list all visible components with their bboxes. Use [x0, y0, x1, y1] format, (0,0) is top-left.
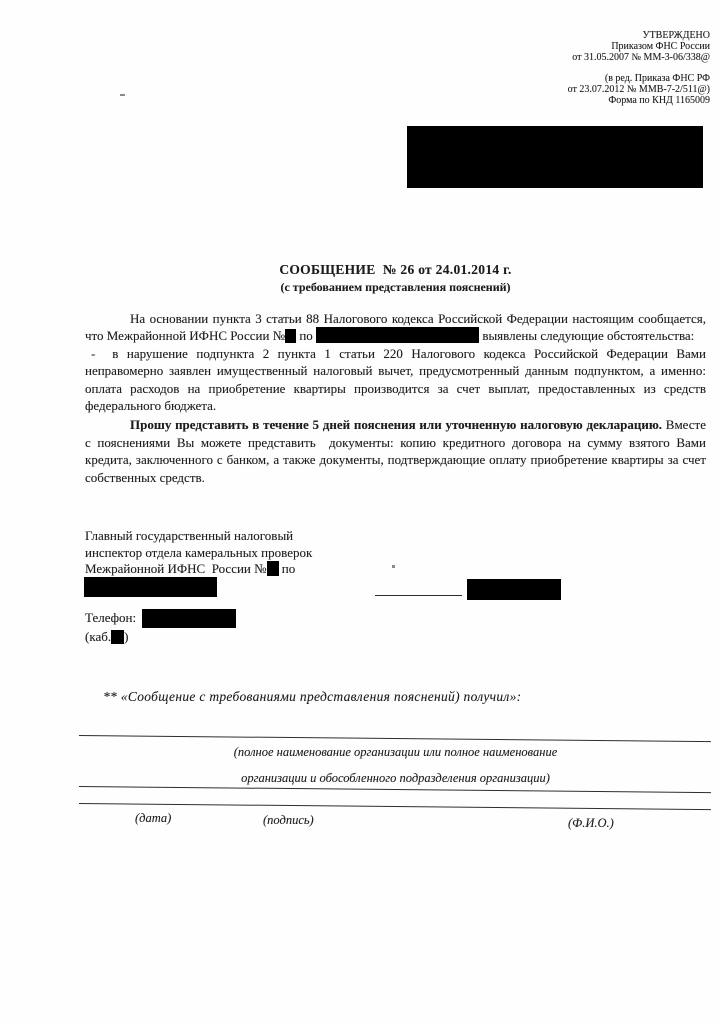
phone-row — [85, 609, 236, 628]
approval-header — [568, 30, 710, 106]
signature-block — [85, 528, 312, 578]
phone-label: Телефон: — [85, 610, 137, 625]
redaction-block-signer-name — [467, 579, 561, 600]
signer-position-line-1: Главный государственный налоговый — [85, 528, 294, 543]
approval-line: (в ред. Приказа ФНС РФ — [604, 73, 710, 84]
cabinet-label-end: ) — [124, 629, 129, 644]
signer-inspection-text: Межрайонной ИФНС России № — [85, 561, 267, 576]
organization-hint-line-2: организации и обособленного подразделения организации) — [241, 771, 550, 785]
signature-field-label: (подпись) — [263, 813, 314, 827]
p1-text-end: выявлены следующие обстоятельства: — [479, 328, 695, 344]
p1-text-start: На основании пункта 3 статьи 88 Налогового кодекса Российской Федерации настоящим сообщается, что Межрайонной ИФНС России № — [85, 311, 706, 344]
fill-in-line-organization-2 — [79, 786, 711, 793]
approval-line: Форма по КНД 1165009 — [608, 95, 710, 106]
p3-text-rest: Вместе с пояснениями Вы можете представить документы: копию кредитного договора на сумму взятого Вами кредита, заключенного с банком, а также документы, подтверждающие оплату приобретение квартиры за счет собственных средств. — [85, 417, 706, 485]
body-paragraph-2: - в нарушение подпункта 2 пункта 1 статьи 220 Налогового кодекса Российской Федерации Вами неправомерно заявлен имущественный налоговый вычет, предусмотренный данным подпунктом, а именно: оплата расходов на приобретение квартиры производится за счет выплат, предоставленных из средств федерального бюджета. — [85, 345, 706, 414]
scan-artifact — [120, 94, 125, 96]
redaction-block-phone-number — [142, 609, 236, 628]
contact-block — [85, 609, 236, 645]
signature-line — [375, 595, 462, 596]
signer-position-line-2: инспектор отдела камеральных проверок — [85, 544, 313, 560]
fill-in-line-organization — [79, 735, 711, 742]
p3-bold-request: Прошу представить в течение 5 дней пояснения или уточненную налоговую декларацию. — [130, 417, 663, 433]
redaction-inline-region — [316, 327, 479, 343]
approval-line: УТВЕРЖДЕНО — [642, 30, 710, 41]
fullname-field-label: (Ф.И.О.) — [568, 816, 614, 830]
fill-in-line-date-signature-name — [79, 803, 711, 810]
title-line-2: (с требованием представления пояснений) — [280, 280, 511, 294]
scan-artifact — [392, 565, 395, 568]
document-title — [85, 262, 706, 295]
organization-hint-line-1: (полное наименование организации или полное наименование — [233, 745, 558, 759]
document-body — [85, 310, 706, 486]
redaction-inline-inspection-number — [267, 561, 279, 576]
cabinet-label-start: (каб. — [85, 629, 112, 644]
signer-region-text: по — [278, 561, 296, 576]
redaction-block-recipient — [407, 126, 703, 188]
approval-line: от 23.07.2012 № ММВ-7-2/511@) — [567, 84, 710, 95]
signer-position-line-3 — [85, 561, 312, 578]
date-field-label: (дата) — [135, 811, 172, 825]
approval-line: Приказом ФНС России — [611, 41, 710, 52]
redaction-block-region-name — [84, 577, 217, 597]
body-paragraph-1 — [85, 310, 706, 345]
cabinet-row — [85, 628, 236, 645]
p1-text-mid: по — [296, 328, 317, 344]
body-paragraph-3 — [85, 416, 706, 486]
approval-revision-block — [568, 73, 710, 106]
redaction-inline-inspection-number — [285, 329, 296, 343]
receipt-heading: ** «Сообщение с требованиями представления пояснений) получил»: — [103, 689, 522, 704]
approval-line: от 31.05.2007 № ММ-3-06/338@ — [572, 52, 710, 63]
redaction-inline-cabinet-number — [111, 630, 124, 644]
title-line-1: СООБЩЕНИЕ № 26 от 24.01.2014 г. — [279, 262, 512, 277]
